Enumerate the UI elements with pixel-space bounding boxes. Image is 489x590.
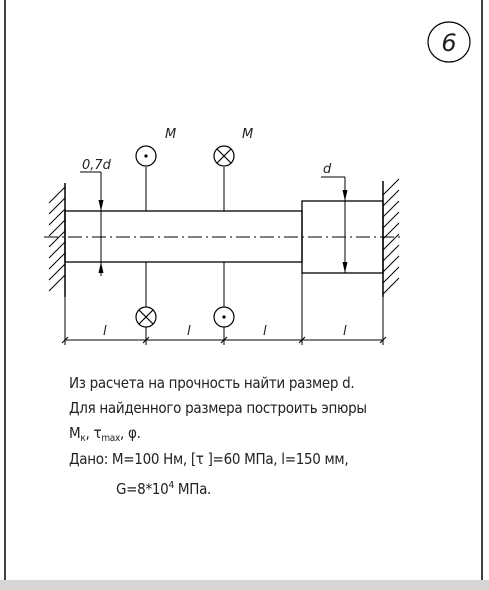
label-small-diameter: 0,7d xyxy=(82,158,111,173)
task-line-1: Из расчета на прочность найти размер d. xyxy=(69,374,355,392)
moment-top-2 xyxy=(214,146,234,211)
shear-modulus-exponent: 4 xyxy=(168,480,174,491)
phi-rest: , φ. xyxy=(120,424,141,442)
dot-arrow-icon xyxy=(144,154,147,157)
dimension-large-diameter xyxy=(321,177,348,273)
task-line-3 xyxy=(69,424,141,444)
task-line-2: Для найденного размера построить эпюры xyxy=(69,399,367,417)
label-large-diameter: d xyxy=(323,162,332,177)
moment-label-top-2: M xyxy=(242,127,254,142)
torque-subscript: к xyxy=(80,433,86,444)
moment-bottom-1 xyxy=(136,262,156,327)
moment-label-top-1: M xyxy=(165,127,177,142)
segment-label-1: l xyxy=(103,324,107,339)
variant-number: 6 xyxy=(441,29,457,57)
moment-bottom-2 xyxy=(214,262,234,327)
tau-symbol: τ xyxy=(93,424,102,442)
left-fixed-support xyxy=(49,183,65,297)
segment-label-3: l xyxy=(263,324,267,339)
dimension-small-diameter xyxy=(80,172,104,276)
task-line-5 xyxy=(116,480,211,498)
segment-label-2: l xyxy=(187,324,191,339)
separator: , xyxy=(85,424,94,442)
moment-top-1 xyxy=(136,146,156,211)
segment-label-4: l xyxy=(343,324,347,339)
torque-symbol: M xyxy=(69,424,81,442)
shear-modulus-unit: МПа. xyxy=(173,480,212,498)
right-fixed-support xyxy=(383,179,399,297)
dot-arrow-icon xyxy=(222,315,225,318)
shear-modulus-value: G=8*10 xyxy=(116,480,169,498)
tau-subscript: max xyxy=(101,433,121,444)
task-line-4: Дано: M=100 Нм, [τ ]=60 МПа, l=150 мм, xyxy=(69,450,349,468)
